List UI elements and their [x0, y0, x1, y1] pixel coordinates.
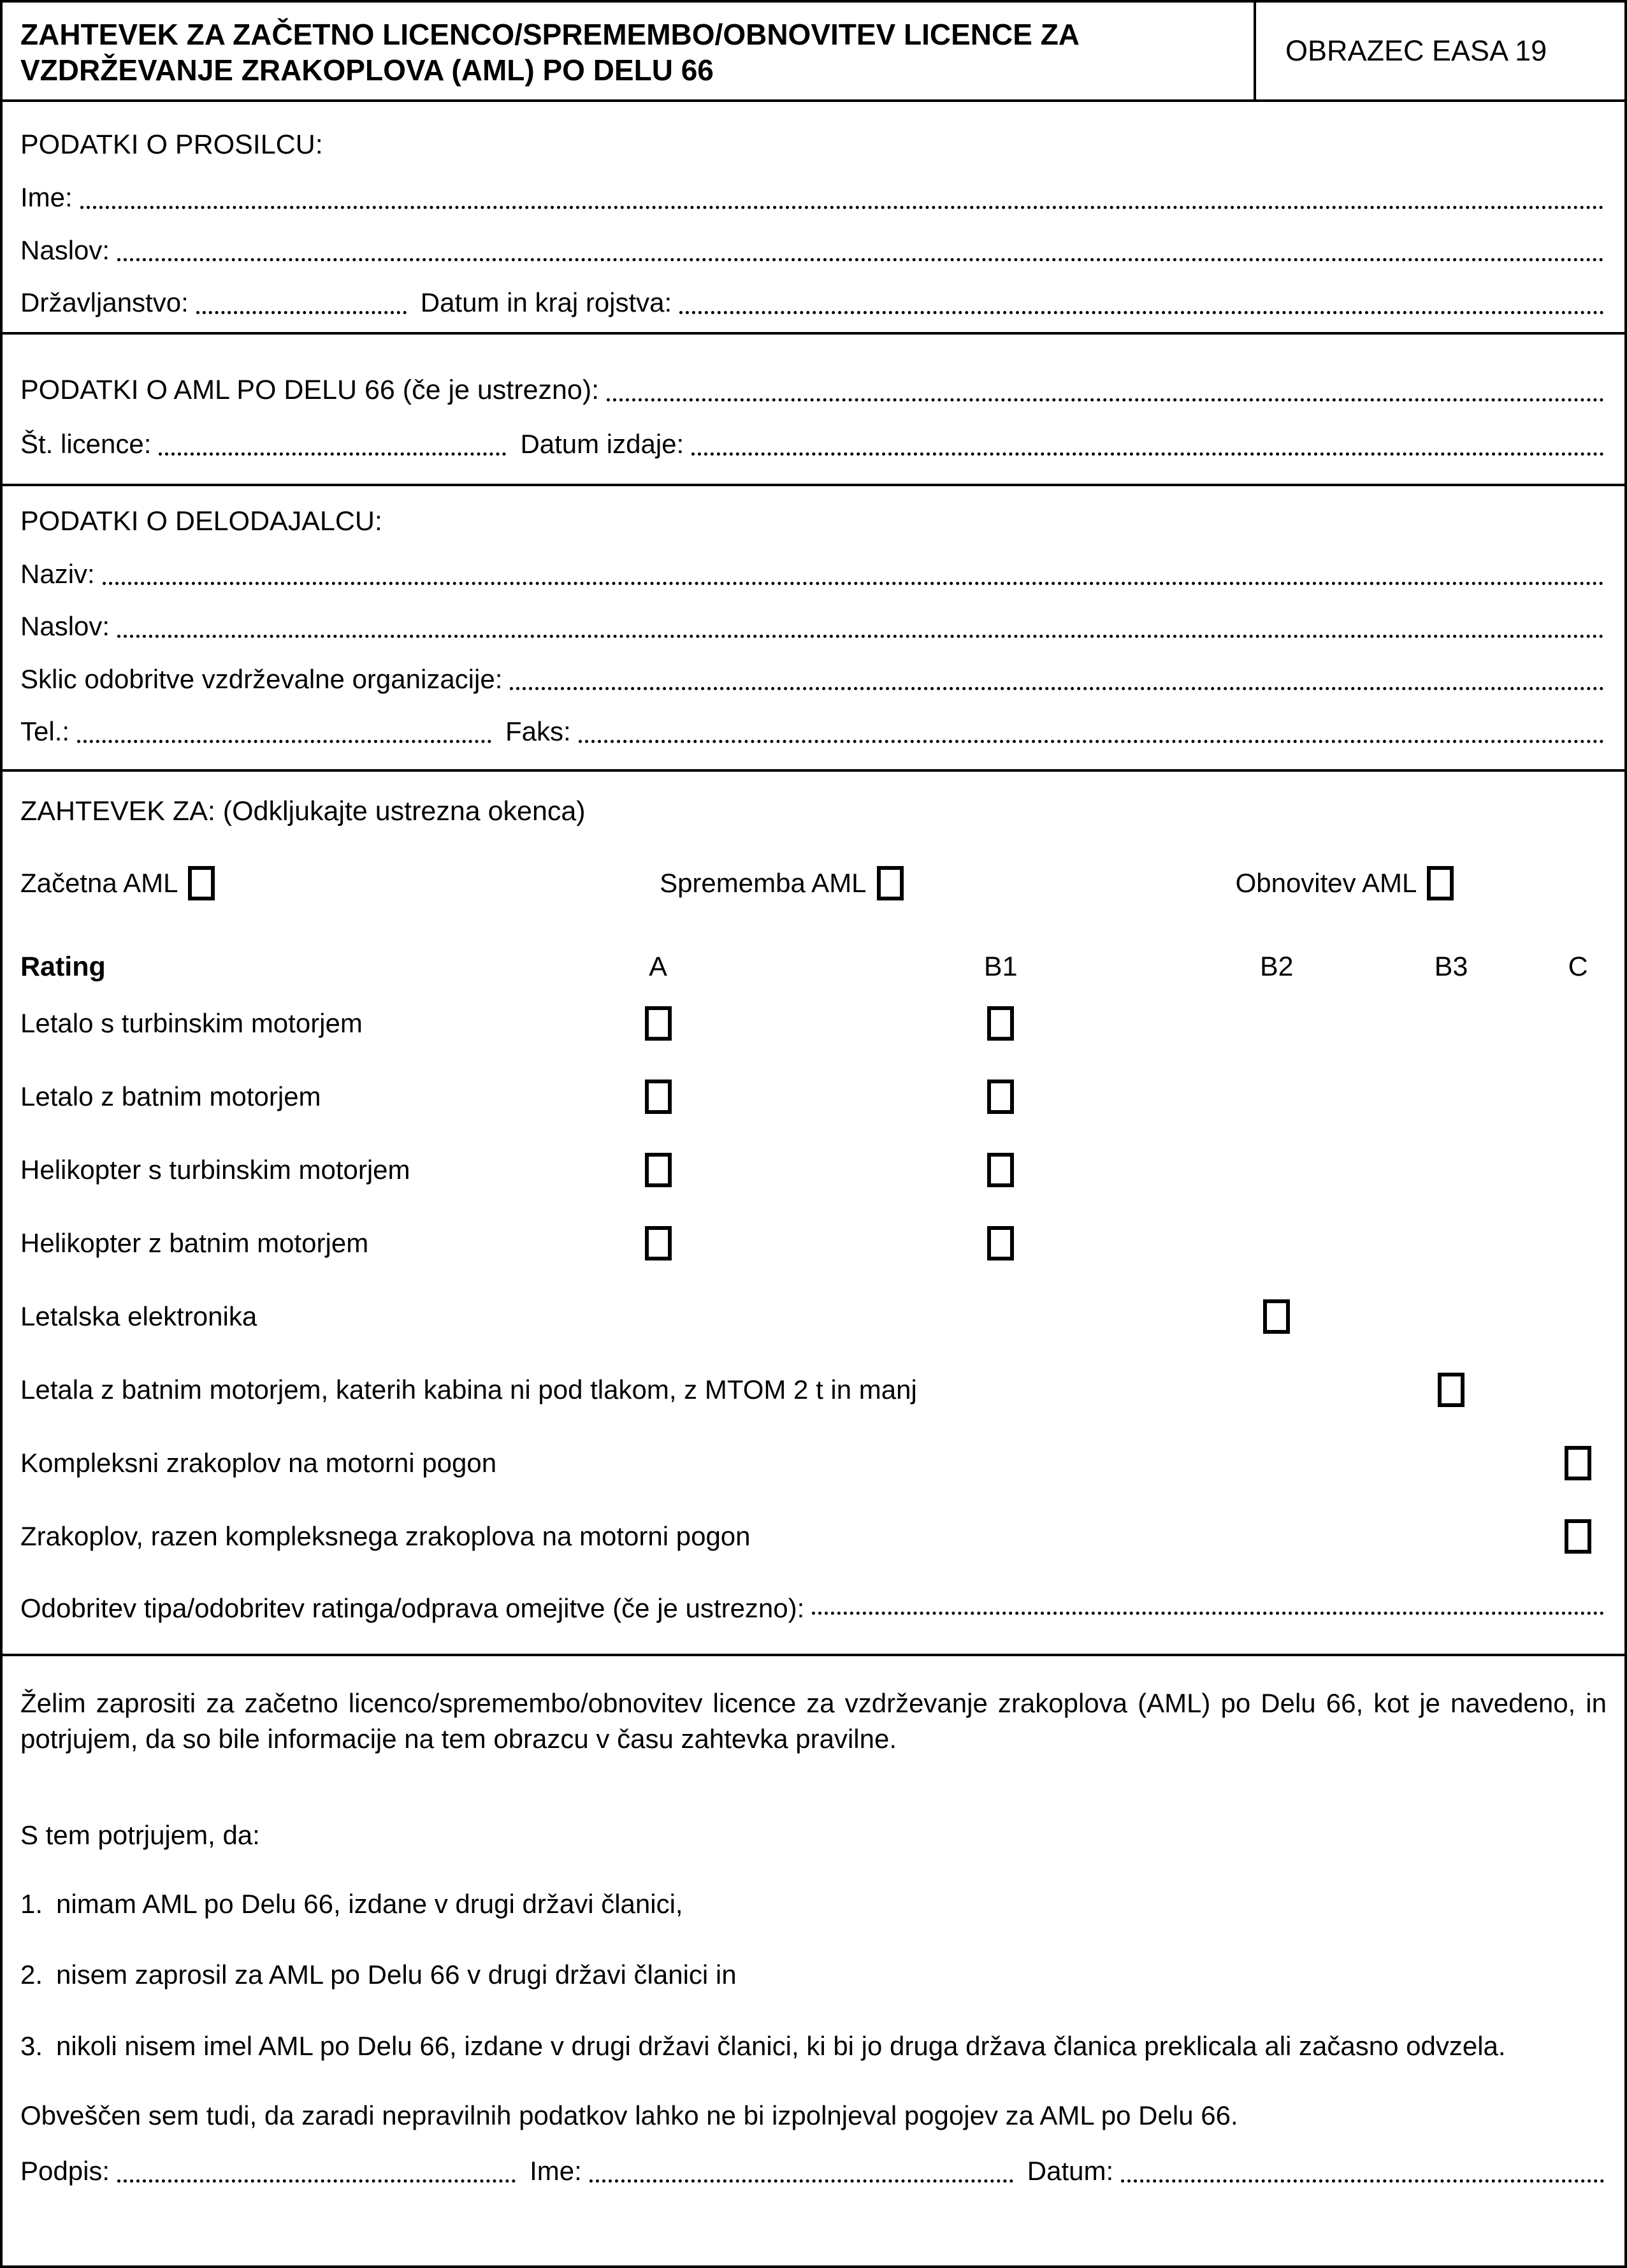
signature-label: Podpis: — [20, 2156, 110, 2186]
rating-checkbox-b2[interactable] — [1263, 1299, 1290, 1334]
sprememba-aml-checkbox[interactable] — [877, 866, 904, 900]
applicant-address-row — [20, 233, 1607, 268]
rating-row-label: Letalo z batnim motorjem — [20, 1081, 321, 1111]
approval-reference-label: Sklic odobritve vzdrževalne organizacije: — [20, 663, 503, 694]
employer-name-fill-line[interactable] — [103, 582, 1604, 585]
column-header-b1: B1 — [983, 951, 1018, 983]
rating-checkbox-a[interactable] — [645, 1153, 672, 1187]
column-header-b3: B3 — [1434, 951, 1468, 983]
tel-fill-line[interactable] — [77, 740, 491, 743]
rating-table-header — [20, 951, 1607, 986]
applicant-nationality-row — [20, 285, 1607, 321]
list-item — [20, 1886, 1607, 1921]
signature-row — [20, 2154, 1607, 2189]
aml-fill-line[interactable] — [607, 398, 1604, 401]
signature-date-fill-line[interactable] — [1121, 2179, 1604, 2183]
option-obnovitev-aml — [1236, 866, 1454, 900]
rating-row — [20, 1280, 1607, 1353]
aml-heading: PODATKI O AML PO DELU 66 (če je ustrezno): — [20, 375, 600, 406]
rating-checkbox-b1[interactable] — [987, 1080, 1014, 1114]
rating-row — [20, 1206, 1607, 1280]
rating-row — [20, 1060, 1607, 1133]
section-declaration — [3, 1656, 1624, 2265]
type-approval-row — [20, 1573, 1607, 1644]
name-fill-line[interactable] — [80, 206, 1604, 209]
rating-checkbox-a[interactable] — [645, 1080, 672, 1114]
employer-name-row — [20, 557, 1607, 592]
item-text: nisem zaprosil za AML po Delu 66 v drugi državi članici in — [56, 1960, 737, 1990]
form-header — [3, 3, 1624, 102]
birth-fill-line[interactable] — [679, 311, 1604, 314]
address-fill-line[interactable] — [117, 258, 1604, 261]
employer-address-row — [20, 609, 1607, 644]
employer-heading: PODATKI O DELODAJALCU: — [20, 505, 382, 537]
tel-label: Tel.: — [20, 716, 70, 747]
confirm-heading: S tem potrjujem, da: — [20, 1819, 260, 1850]
licence-number-fill-line[interactable] — [159, 452, 506, 456]
aml-heading-row — [20, 373, 1607, 408]
licence-number-label: Št. licence: — [20, 429, 152, 459]
applicant-heading: PODATKI O PROSILCU: — [20, 129, 323, 161]
form-title — [3, 3, 1254, 99]
column-header-a: A — [649, 951, 667, 983]
rating-row-label: Kompleksni zrakoplov na motorni pogon — [20, 1447, 497, 1478]
column-header-c: C — [1568, 951, 1588, 983]
aml-licence-row — [20, 427, 1607, 462]
approval-reference-fill-line[interactable] — [510, 687, 1604, 690]
employer-name-label: Naziv: — [20, 558, 95, 589]
signature-date-label: Datum: — [1027, 2156, 1114, 2186]
birth-label: Datum in kraj rojstva: — [420, 287, 672, 318]
sprememba-aml-label: Sprememba AML — [660, 868, 867, 899]
rating-row-label: Letala z batnim motorjem, katerih kabina ni pod tlakom, z MTOM 2 t in manj — [20, 1374, 917, 1405]
rating-checkbox-c[interactable] — [1565, 1519, 1591, 1554]
employer-approval-row — [20, 662, 1607, 697]
signature-fill-line[interactable] — [117, 2179, 516, 2183]
section-request — [3, 772, 1624, 1656]
zacetna-aml-label: Začetna AML — [20, 868, 178, 899]
rating-checkbox-b3[interactable] — [1438, 1373, 1464, 1407]
name-label: Ime: — [20, 182, 73, 213]
rating-row — [20, 1426, 1607, 1499]
nationality-label: Državljanstvo: — [20, 287, 189, 318]
list-item — [20, 1957, 1607, 1992]
item-number: 2. — [20, 1960, 43, 1990]
section-aml — [3, 335, 1624, 486]
obnovitev-aml-checkbox[interactable] — [1427, 866, 1454, 900]
rating-row — [20, 1499, 1607, 1573]
rating-checkbox-c[interactable] — [1565, 1446, 1591, 1480]
item-text: nikoli nisem imel AML po Delu 66, izdane v drugi državi članici, ki bi jo druga država članica preklicala ali začasno odvzela. — [56, 2030, 1506, 2061]
section-applicant — [3, 102, 1624, 335]
rating-header-label: Rating — [20, 951, 106, 983]
list-item — [20, 2028, 1607, 2063]
form-title-line2: VZDRŽEVANJE ZRAKOPLOVA (AML) PO DELU 66 — [20, 54, 714, 87]
item-number: 3. — [20, 2030, 43, 2061]
signature-name-fill-line[interactable] — [589, 2179, 1013, 2183]
issue-date-label: Datum izdaje: — [520, 429, 684, 459]
employer-address-fill-line[interactable] — [117, 635, 1604, 638]
zacetna-aml-checkbox[interactable] — [188, 866, 215, 900]
applicant-name-row — [20, 180, 1607, 215]
item-number: 1. — [20, 1888, 43, 1919]
signature-name-label: Ime: — [530, 2156, 582, 2186]
rating-checkbox-a[interactable] — [645, 1006, 672, 1041]
obnovitev-aml-label: Obnovitev AML — [1235, 868, 1417, 899]
rating-row-label: Letalska elektronika — [20, 1301, 257, 1331]
fax-fill-line[interactable] — [579, 740, 1604, 743]
type-approval-fill-line[interactable] — [812, 1612, 1604, 1615]
option-sprememba-aml — [660, 866, 903, 900]
declaration-paragraph: Želim zaprositi za začetno licenco/spremembo/obnovitev licence za vzdrževanje zrakoplova (AML) po Delu 66, kot je navedeno, in potrjujem, da so bile informacije na tem obrazcu v času zahtevka pravilne. — [20, 1688, 1607, 1754]
rating-checkbox-b1[interactable] — [987, 1006, 1014, 1041]
rating-checkbox-b1[interactable] — [987, 1153, 1014, 1187]
request-heading: ZAHTEVEK ZA: (Odkljukajte ustrezna okenca) — [20, 796, 586, 827]
rating-row-label: Helikopter s turbinskim motorjem — [20, 1154, 410, 1185]
licence-options-row — [20, 866, 1607, 906]
rating-checkbox-b1[interactable] — [987, 1226, 1014, 1260]
option-zacetna-aml — [20, 866, 215, 900]
employer-address-label: Naslov: — [20, 611, 110, 642]
rating-row — [20, 1133, 1607, 1206]
rating-row — [20, 986, 1607, 1060]
column-header-b2: B2 — [1259, 951, 1294, 983]
rating-row-label: Zrakoplov, razen kompleksnega zrakoplova na motorni pogon — [20, 1520, 751, 1551]
address-label: Naslov: — [20, 235, 110, 265]
rating-row — [20, 1353, 1607, 1426]
type-approval-label: Odobritev tipa/odobritev ratinga/odprava omejitve (če je ustrezno): — [20, 1593, 805, 1623]
rating-checkbox-a[interactable] — [645, 1226, 672, 1260]
nationality-fill-line[interactable] — [196, 311, 407, 314]
employer-tel-row — [20, 714, 1607, 749]
section-employer — [3, 486, 1624, 772]
notice-text: Obveščen sem tudi, da zaradi nepravilnih podatkov lahko ne bi izpolnjeval pogojev za AML po Delu 66. — [20, 2100, 1238, 2131]
form-title-line1: ZAHTEVEK ZA ZAČETNO LICENCO/SPREMEMBO/OBNOVITEV LICENCE ZA — [20, 18, 1080, 51]
form-code: OBRAZEC EASA 19 — [1254, 3, 1624, 99]
item-text: nimam AML po Delu 66, izdane v drugi državi članici, — [56, 1888, 683, 1919]
rating-row-label: Letalo s turbinskim motorjem — [20, 1008, 363, 1038]
fax-label: Faks: — [505, 716, 571, 747]
rating-row-label: Helikopter z batnim motorjem — [20, 1227, 369, 1258]
issue-date-fill-line[interactable] — [691, 452, 1604, 456]
